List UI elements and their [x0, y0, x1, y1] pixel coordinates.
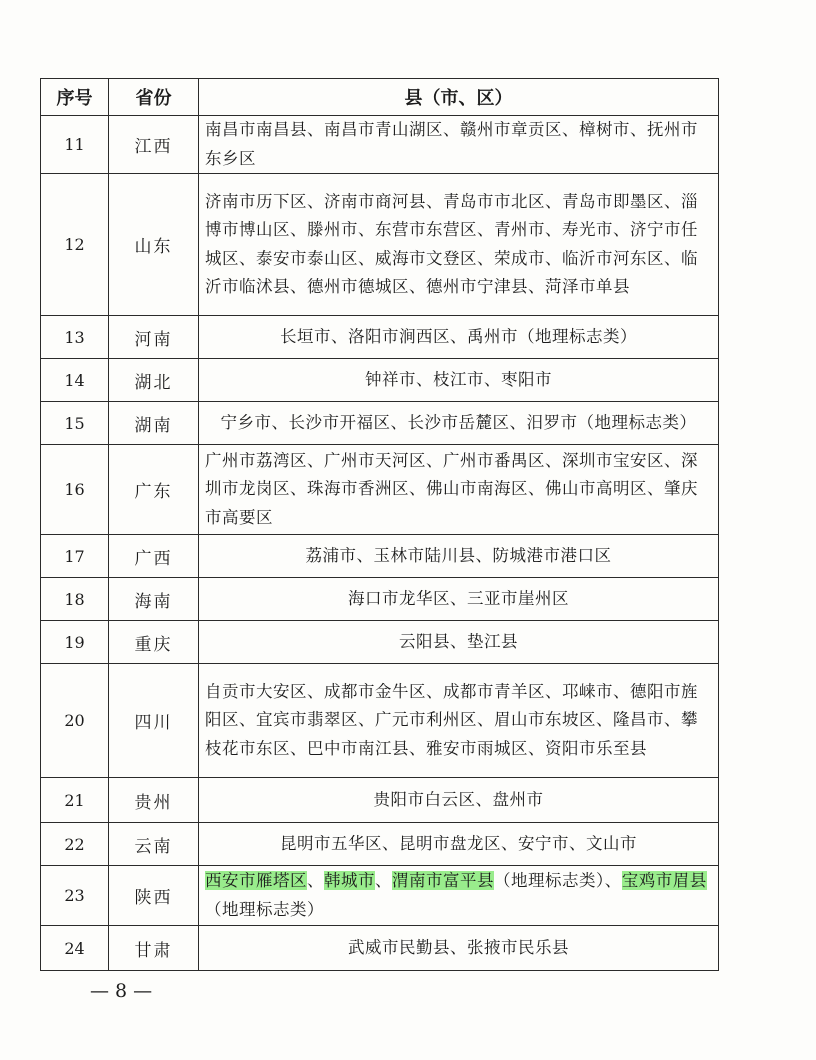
row-serial-number: 19	[41, 621, 109, 664]
row-province: 海南	[109, 578, 199, 621]
row-serial-number: 17	[41, 535, 109, 578]
row-serial-number: 24	[41, 926, 109, 971]
page-number: — 8 —	[90, 980, 153, 1002]
county-note: （地理标志类）	[205, 899, 324, 919]
table-row	[41, 664, 719, 778]
row-county-list: 广州市荔湾区、广州市天河区、广州市番禺区、深圳市宝安区、深圳市龙岗区、珠海市香洲区、佛山市南海区、佛山市高明区、肇庆市高要区	[199, 445, 719, 535]
row-province: 湖北	[109, 359, 199, 402]
row-province: 陕西	[109, 866, 199, 926]
row-county-list: 济南市历下区、济南市商河县、青岛市市北区、青岛市即墨区、淄博市博山区、滕州市、东营市东营区、青州市、寿光市、济宁市任城区、泰安市泰山区、威海市文登区、荣成市、临沂市河东区、临沂市临沭县、德州市德城区、德州市宁津县、菏泽市单县	[199, 174, 719, 316]
county-note: （地理标志类）、	[494, 871, 622, 891]
highlighted-county: 西安市雁塔区	[205, 871, 307, 891]
row-county-list: 钟祥市、枝江市、枣阳市	[199, 359, 719, 402]
row-county-list: 海口市龙华区、三亚市崖州区	[199, 578, 719, 621]
county-list-table	[40, 78, 719, 971]
table-row	[41, 866, 719, 926]
row-province: 甘肃	[109, 926, 199, 971]
row-province: 广东	[109, 445, 199, 535]
row-serial-number: 16	[41, 445, 109, 535]
row-county-list: 南昌市南昌县、南昌市青山湖区、赣州市章贡区、樟树市、抚州市东乡区	[199, 116, 719, 174]
row-serial-number: 13	[41, 316, 109, 359]
table-row	[41, 359, 719, 402]
table-row	[41, 116, 719, 174]
table-row	[41, 621, 719, 664]
row-county-list: 荔浦市、玉林市陆川县、防城港市港口区	[199, 535, 719, 578]
row-serial-number: 22	[41, 823, 109, 866]
table-row	[41, 926, 719, 971]
table-row	[41, 578, 719, 621]
row-province: 江西	[109, 116, 199, 174]
row-county-list: 宁乡市、长沙市开福区、长沙市岳麓区、汨罗市（地理标志类）	[199, 402, 719, 445]
row-county-list	[199, 866, 719, 926]
highlighted-county: 渭南市富平县	[392, 871, 494, 891]
row-province: 四川	[109, 664, 199, 778]
row-serial-number: 12	[41, 174, 109, 316]
highlighted-county: 韩城市	[324, 871, 375, 891]
row-serial-number: 18	[41, 578, 109, 621]
row-province: 云南	[109, 823, 199, 866]
row-province: 山东	[109, 174, 199, 316]
row-county-list: 自贡市大安区、成都市金牛区、成都市青羊区、邛崃市、德阳市旌阳区、宜宾市翡翠区、广元市利州区、眉山市东坡区、隆昌市、攀枝花市东区、巴中市南江县、雅安市雨城区、资阳市乐至县	[199, 664, 719, 778]
row-serial-number: 11	[41, 116, 109, 174]
row-serial-number: 20	[41, 664, 109, 778]
table-row	[41, 316, 719, 359]
row-province: 湖南	[109, 402, 199, 445]
row-province: 广西	[109, 535, 199, 578]
row-serial-number: 15	[41, 402, 109, 445]
header-county: 县（市、区）	[199, 79, 719, 116]
table-row	[41, 535, 719, 578]
county-separator: 、	[375, 871, 392, 891]
row-county-list: 贵阳市白云区、盘州市	[199, 778, 719, 823]
row-county-list: 昆明市五华区、昆明市盘龙区、安宁市、文山市	[199, 823, 719, 866]
row-county-list: 云阳县、垫江县	[199, 621, 719, 664]
table-row	[41, 778, 719, 823]
row-county-list: 武威市民勤县、张掖市民乐县	[199, 926, 719, 971]
row-province: 贵州	[109, 778, 199, 823]
table-row	[41, 823, 719, 866]
row-province: 重庆	[109, 621, 199, 664]
row-province: 河南	[109, 316, 199, 359]
row-serial-number: 23	[41, 866, 109, 926]
row-county-list: 长垣市、洛阳市涧西区、禹州市（地理标志类）	[199, 316, 719, 359]
table-row	[41, 402, 719, 445]
table-row	[41, 174, 719, 316]
county-separator: 、	[307, 871, 324, 891]
table-header-row	[41, 79, 719, 116]
row-serial-number: 21	[41, 778, 109, 823]
header-province: 省份	[109, 79, 199, 116]
highlighted-county: 宝鸡市眉县	[621, 871, 707, 891]
header-serial-number: 序号	[41, 79, 109, 116]
table-row	[41, 445, 719, 535]
row-serial-number: 14	[41, 359, 109, 402]
